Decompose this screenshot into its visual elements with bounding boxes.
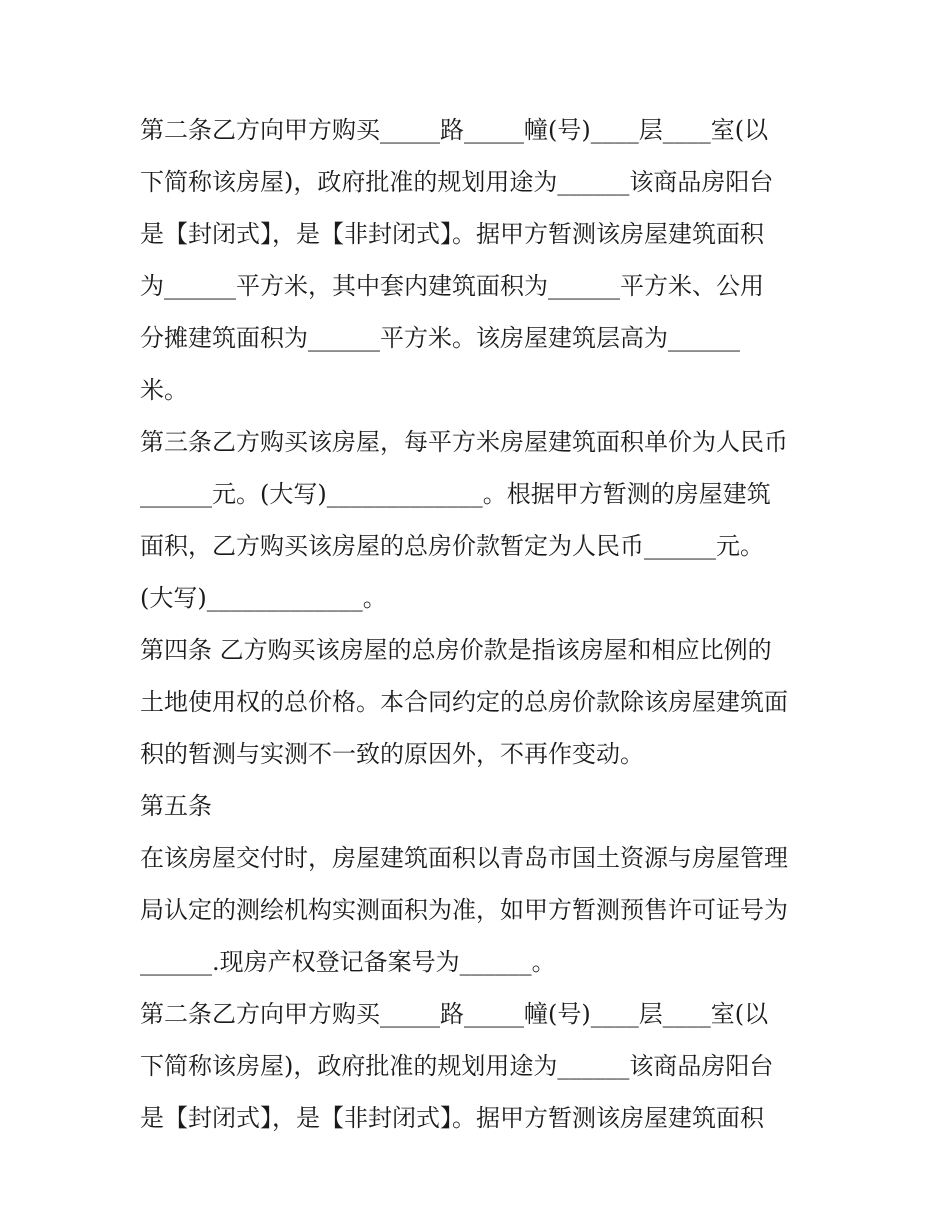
text-line: 第五条	[140, 792, 212, 820]
text-line: 米。	[140, 376, 188, 404]
text-line: 是【封闭式】，是【非封闭式】。据甲方暂测该房屋建筑面积	[140, 220, 764, 248]
text-line: 下简称该房屋)，政府批准的规划用途为______该商品房阳台	[140, 168, 774, 196]
text-line: 下简称该房屋)，政府批准的规划用途为______该商品房阳台	[140, 1052, 774, 1080]
text-line: 土地使用权的总价格。本合同约定的总房价款除该房屋建筑面	[140, 688, 788, 716]
text-line: 为______平方米，其中套内建筑面积为______平方米、公用	[140, 272, 764, 300]
text-line: ______元。(大写)_____________。根据甲方暂测的房屋建筑	[140, 480, 771, 508]
text-line: 积的暂测与实测不一致的原因外，不再作变动。	[140, 740, 644, 768]
text-line: 第二条乙方向甲方购买_____路_____幢(号)____层____室(以	[140, 1000, 769, 1028]
text-line: 面积，乙方购买该房屋的总房价款暂定为人民币______元。	[140, 532, 764, 560]
text-line: 第二条乙方向甲方购买_____路_____幢(号)____层____室(以	[140, 116, 769, 144]
text-line: 在该房屋交付时，房屋建筑面积以青岛市国土资源与房屋管理	[140, 844, 788, 872]
text-line: (大写)_____________。	[140, 584, 387, 612]
text-line: 第四条 乙方购买该房屋的总房价款是指该房屋和相应比例的	[140, 636, 772, 664]
text-line: 是【封闭式】，是【非封闭式】。据甲方暂测该房屋建筑面积	[140, 1104, 764, 1132]
text-line: 分摊建筑面积为______平方米。该房屋建筑层高为______	[140, 324, 740, 352]
document-body	[140, 104, 815, 1144]
text-line: 第三条乙方购买该房屋，每平方米房屋建筑面积单价为人民币	[140, 428, 788, 456]
text-line: ______.现房产权登记备案号为______。	[140, 948, 556, 976]
text-line: 局认定的测绘机构实测面积为准，如甲方暂测预售许可证号为	[140, 896, 788, 924]
